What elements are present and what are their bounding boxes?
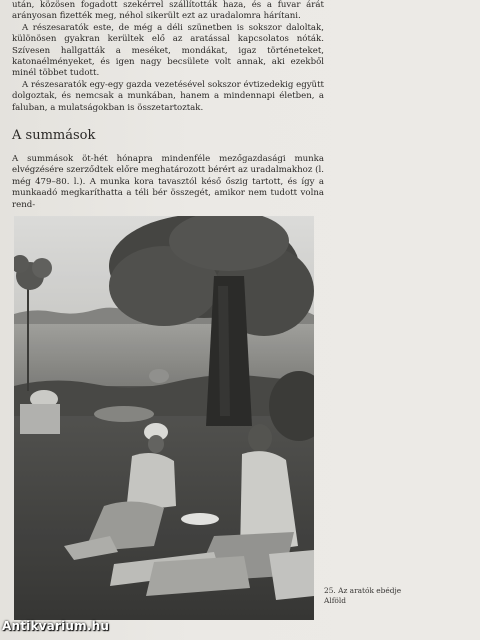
section-paragraph: A summások öt-hét hónapra mindenféle mezőgazdasági munka elvégzésére szerződtek előre meghatározott bérért az uradalmakhoz (l. még 479–80. l.). A munka kora tavasztól késő őszig tartott, és így a munkaadó megkaríthatta a téli bér összegét, amikor nem tudott volna rend- [12,154,324,210]
harvesters-photo [14,216,314,620]
photo-caption [324,586,434,606]
section-heading: A summások [12,128,96,143]
paragraph-1: után, közösen fogadott szekérrel szállították haza, és a fuvar árát arányosan fizették meg, néhol sikerült ezt az uradalomra hárítani. [12,0,324,22]
section-body-text [12,154,324,211]
photo-of-harvesters-lunch-icon [14,216,314,620]
caption-line-1: 25. Az aratók ebédje [324,586,402,595]
paragraph-3: A részesaratók egy-egy gazda vezetésével sokszor évtizedekig együtt dolgoztak, és nemcsak a munkában, hanem a mindennapi életben, a faluban, a mulatságokban is összetartoztak. [12,79,324,113]
caption-line-2: Alföld [324,596,346,605]
watermark-logo: Antikvarium.hu [2,619,110,633]
paragraph-2: A részesaratók este, de még a déli szünetben is sokszor daloltak, különösen gyakran kerültek elő az aratással kapcsolatos nóták. Szívesen hallgatták a meséket, mondákat, igaz történeteket, katonaélményeket, és igen nagy becsülete volt annak, aki ezekből minél többet tudott. [12,22,324,79]
body-text [12,0,324,114]
